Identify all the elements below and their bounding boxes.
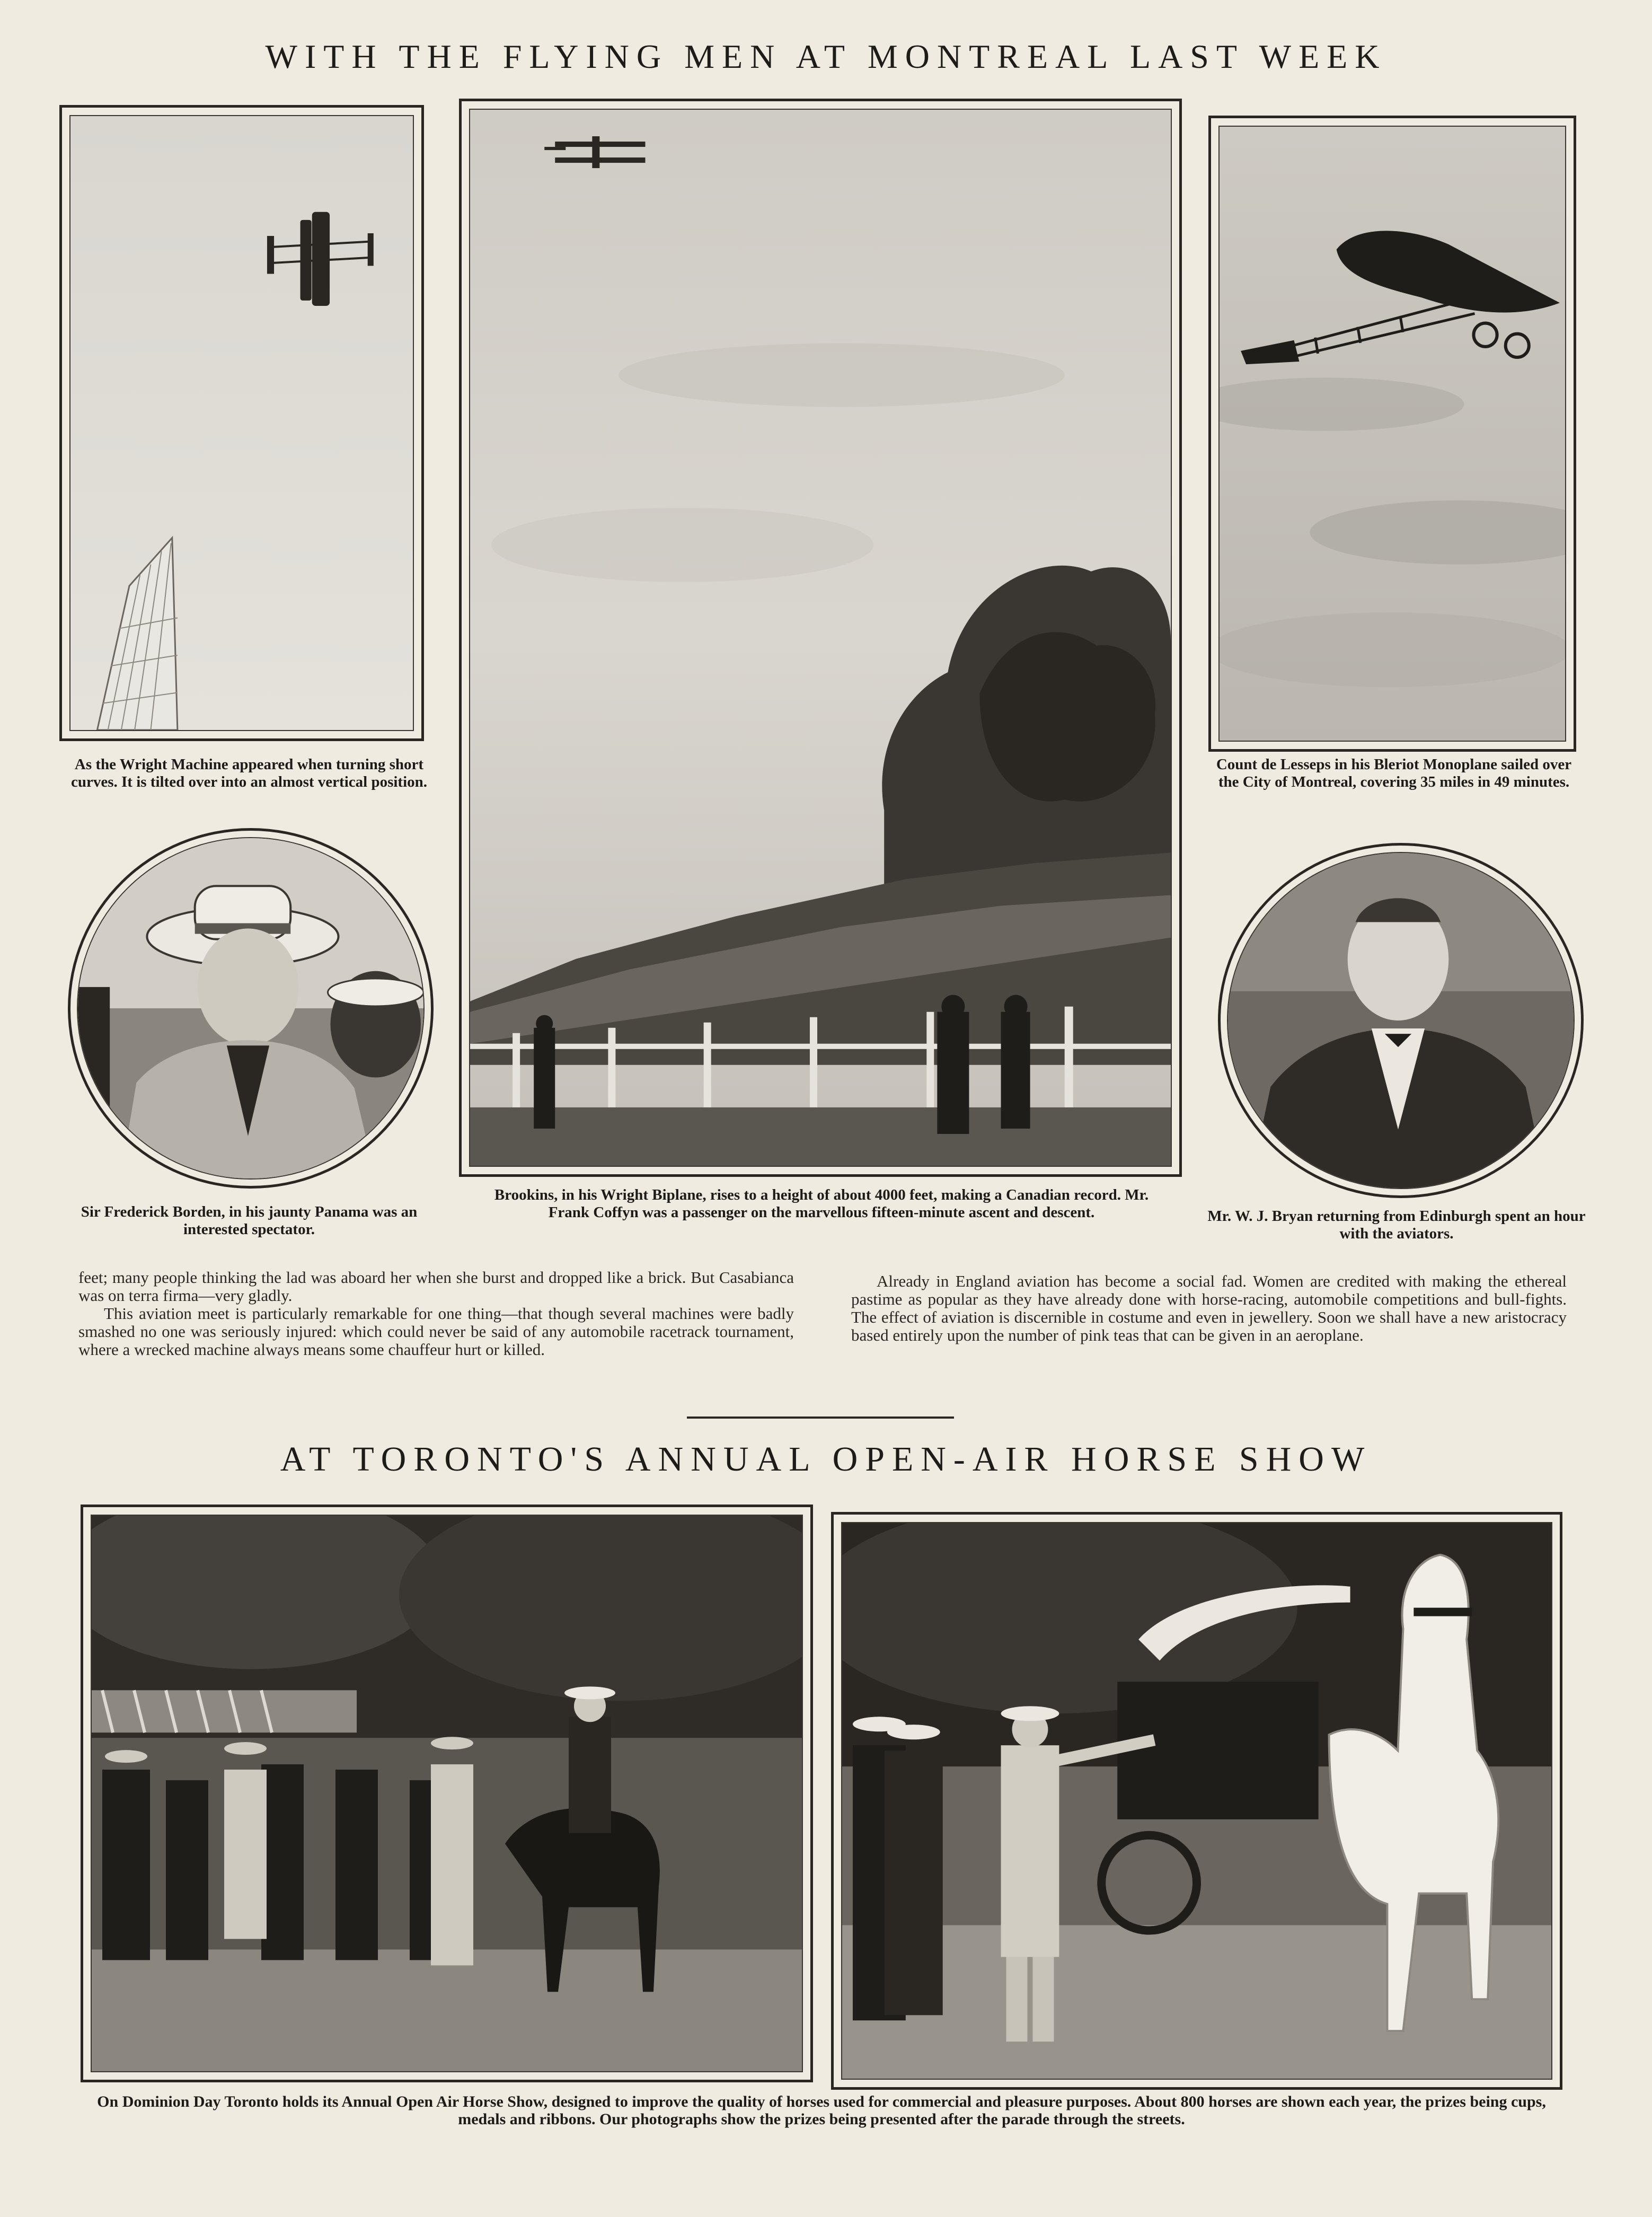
photo-horse-show-left-frame bbox=[81, 1505, 813, 2082]
photo-brookins-biplane bbox=[470, 110, 1171, 1166]
photo-borden-frame bbox=[68, 828, 434, 1189]
photo-horse-show-rider bbox=[92, 1516, 802, 2071]
photo-de-lesseps-frame bbox=[1208, 116, 1576, 752]
page-headline: WITH THE FLYING MEN AT MONTREAL LAST WEEK bbox=[265, 38, 1387, 75]
photo-bryan-frame bbox=[1218, 843, 1584, 1198]
photo-sir-frederick-borden bbox=[78, 838, 423, 1178]
article-left-column bbox=[78, 1269, 794, 1359]
photo-horse-show-right-frame bbox=[831, 1512, 1562, 2090]
caption-bryan: Mr. W. J. Bryan returning from Edinburgh spent an hour with the aviators. bbox=[1207, 1208, 1586, 1242]
article-right-column bbox=[851, 1272, 1567, 1344]
caption-borden: Sir Frederick Borden, in his jaunty Panama was an interested spectator. bbox=[81, 1203, 418, 1238]
article-paragraph: This aviation meet is particularly remarkable for one thing—that though several machines were badly smashed no one was seriously injured: which could never be said of any automobile racetrack tournament, where a wrecked machine always means some chauffeur hurt or killed. bbox=[78, 1304, 794, 1359]
photo-wright-machine-frame bbox=[59, 105, 424, 741]
caption-de-lesseps: Count de Lesseps in his Bleriot Monoplane sailed over the City of Montreal, covering 35 miles in 49 minutes. bbox=[1216, 756, 1572, 790]
photo-brookins-frame bbox=[459, 99, 1182, 1177]
caption-brookins: Brookins, in his Wright Biplane, rises to a height of about 4000 feet, making a Canadian record. Mr. Frank Coffyn was a passenger on the marvellous fifteen-minute ascent and descent. bbox=[494, 1186, 1149, 1221]
caption-horse-show: On Dominion Day Toronto holds its Annual Open Air Horse Show, designed to improve the quality of horses used for commercial and pleasure purposes. About 800 horses are shown each year, the prizes being cups, medals and ribbons. Our photographs show the prizes being presented after the parade through the streets. bbox=[97, 2093, 1546, 2128]
photo-wright-machine bbox=[70, 116, 413, 730]
article-paragraph: Already in England aviation has become a social fad. Women are credited with making the ethereal pastime as popular as they have already done with horse-racing, automobile competitions and bull-fights. The effect of aviation is discernible in costume and even in jewellery. Soon we shall have a new aristocracy based entirely upon the number of pink teas that can be given in an aeroplane. bbox=[851, 1272, 1567, 1344]
photo-bleriot-monoplane bbox=[1220, 127, 1565, 741]
caption-wright-machine: As the Wright Machine appeared when turning short curves. It is tilted over into an almost vertical position. bbox=[70, 756, 428, 790]
section-divider bbox=[687, 1417, 954, 1419]
section-headline: AT TORONTO'S ANNUAL OPEN-AIR HORSE SHOW bbox=[280, 1440, 1372, 1479]
article-paragraph: feet; many people thinking the lad was aboard her when she burst and dropped like a brick. But Casabianca was on terra firma—very gladly. bbox=[78, 1268, 794, 1305]
photo-w-j-bryan bbox=[1228, 853, 1574, 1188]
photo-horse-show-carriage bbox=[842, 1523, 1551, 2079]
